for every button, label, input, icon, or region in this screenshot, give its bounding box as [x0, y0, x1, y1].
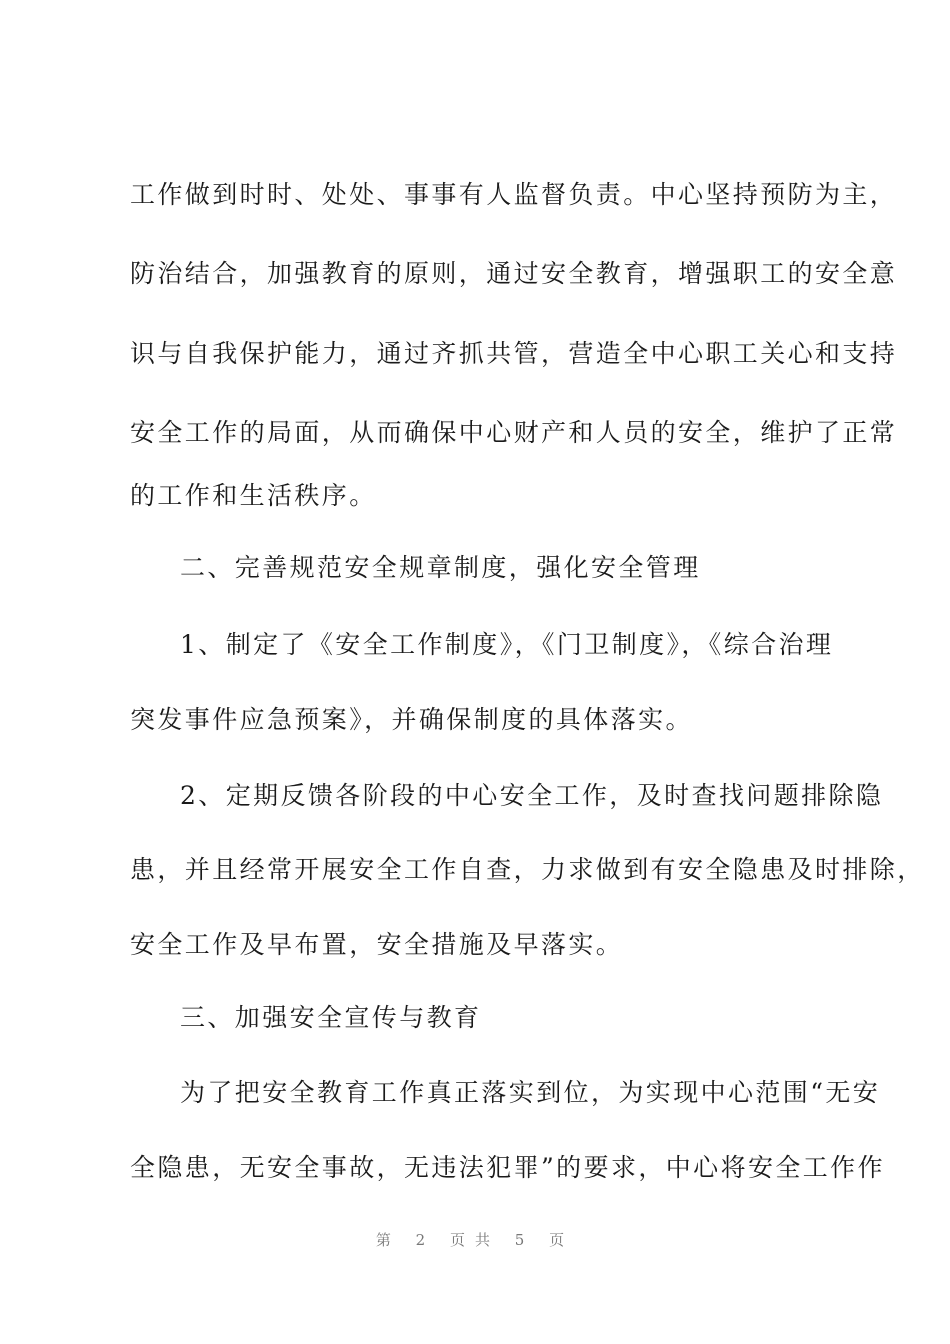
body-line: 安全工作及早布置，安全措施及早落实。: [130, 930, 624, 959]
section-heading: 二、完善规范安全规章制度，强化安全管理: [180, 553, 701, 582]
body-line: 工作做到时时、处处、事事有人监督负责。中心坚持预防为主，: [130, 180, 898, 209]
body-line: 的工作和生活秩序。: [130, 481, 377, 510]
body-line: 全隐患，无安全事故，无违法犯罪”的要求，中心将安全工作作: [130, 1153, 885, 1182]
section-heading: 三、加强安全宣传与教育: [180, 1003, 482, 1032]
body-line: 识与自我保护能力，通过齐抓共管，营造全中心职工关心和支持: [130, 339, 898, 368]
body-line: 患，并且经常开展安全工作自查，力求做到有安全隐患及时排除，: [130, 855, 925, 884]
body-line: 突发事件应急预案》，并确保制度的具体落实。: [130, 705, 693, 734]
body-line: 防治结合，加强教育的原则，通过安全教育，增强职工的安全意: [130, 259, 898, 288]
body-line: 1、制定了《安全工作制度》，《门卫制度》，《综合治理: [180, 630, 834, 659]
page-number: 第 2 页共 5 页: [375, 1231, 575, 1249]
body-line: 为了把安全教育工作真正落实到位，为实现中心范围“无安: [180, 1078, 881, 1107]
body-line: 安全工作的局面，从而确保中心财产和人员的安全，维护了正常: [130, 418, 898, 447]
body-line: 2、定期反馈各阶段的中心安全工作，及时查找问题排除隐: [180, 781, 884, 810]
